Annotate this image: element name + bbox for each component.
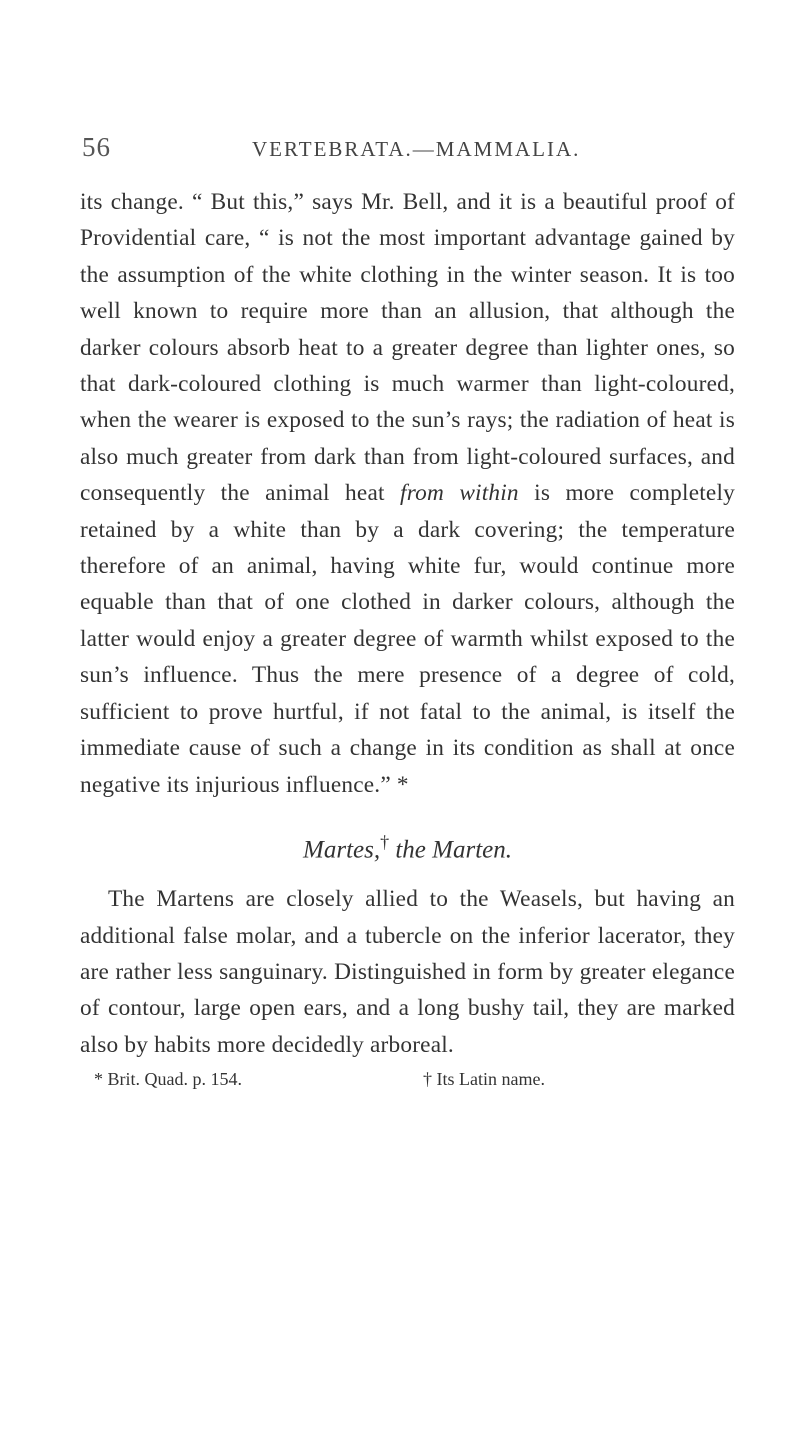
genus-name: Martes, [303, 836, 381, 864]
running-head [80, 132, 735, 172]
book-page [80, 132, 735, 1099]
footnote-brit-quad: * Brit. Quad. p. 154. [94, 1069, 242, 1090]
paragraph-martens: The Martens are closely allied to the Weasels, but having an additional false molar, and a tubercle on the inferior lacerator, they are rather less sanguinary. Distinguished in form by greater elegance of contour, large open ears, and a long bushy tail, they are marked also by habits more decidedly arboreal. [80, 886, 735, 1058]
footnote-latin-name: † Its Latin name. [423, 1069, 545, 1090]
italic-phrase: from within [400, 480, 519, 507]
paragraph-text-end: is more completely retained by a white than by a dark covering; the temperature therefore of an animal, having white fur, would continue more equable than that of one clothed in darker colours, although the latter would enjoy a greater degree of warmth whilst exposed to the sun’s influence. Thus the mere presence of a degree of cold, sufficient to prove hurtful, if not fatal to the animal, is itself the immediate cause of such a change in its condition as shall at once negative its injurious influence.” * [80, 480, 735, 798]
running-title: VERTEBRATA.—MAMMALIA. [252, 137, 581, 161]
section-heading-marten [80, 825, 735, 867]
common-name: the Marten. [395, 836, 512, 864]
dagger-mark: † [380, 831, 390, 852]
paragraph-quote-bell [80, 184, 735, 803]
paragraph-text-start: its change. “ But this,” says Mr. Bell, and it is a beautiful proof of Providential care, “ is not the most important advantage gained by the assumption of the white clothing in the winter season. It is too well known to require more than an allusion, that although the darker colours absorb heat to a greater degree than lighter ones, so that dark-coloured clothing is much warmer than light-coloured, when the wearer is exposed to the sun’s rays; the radiation of heat is also much greater from dark than from light-coloured surfaces, and consequently the animal heat [80, 189, 735, 507]
page-number: 56 [82, 132, 111, 162]
footnotes [80, 1069, 735, 1099]
